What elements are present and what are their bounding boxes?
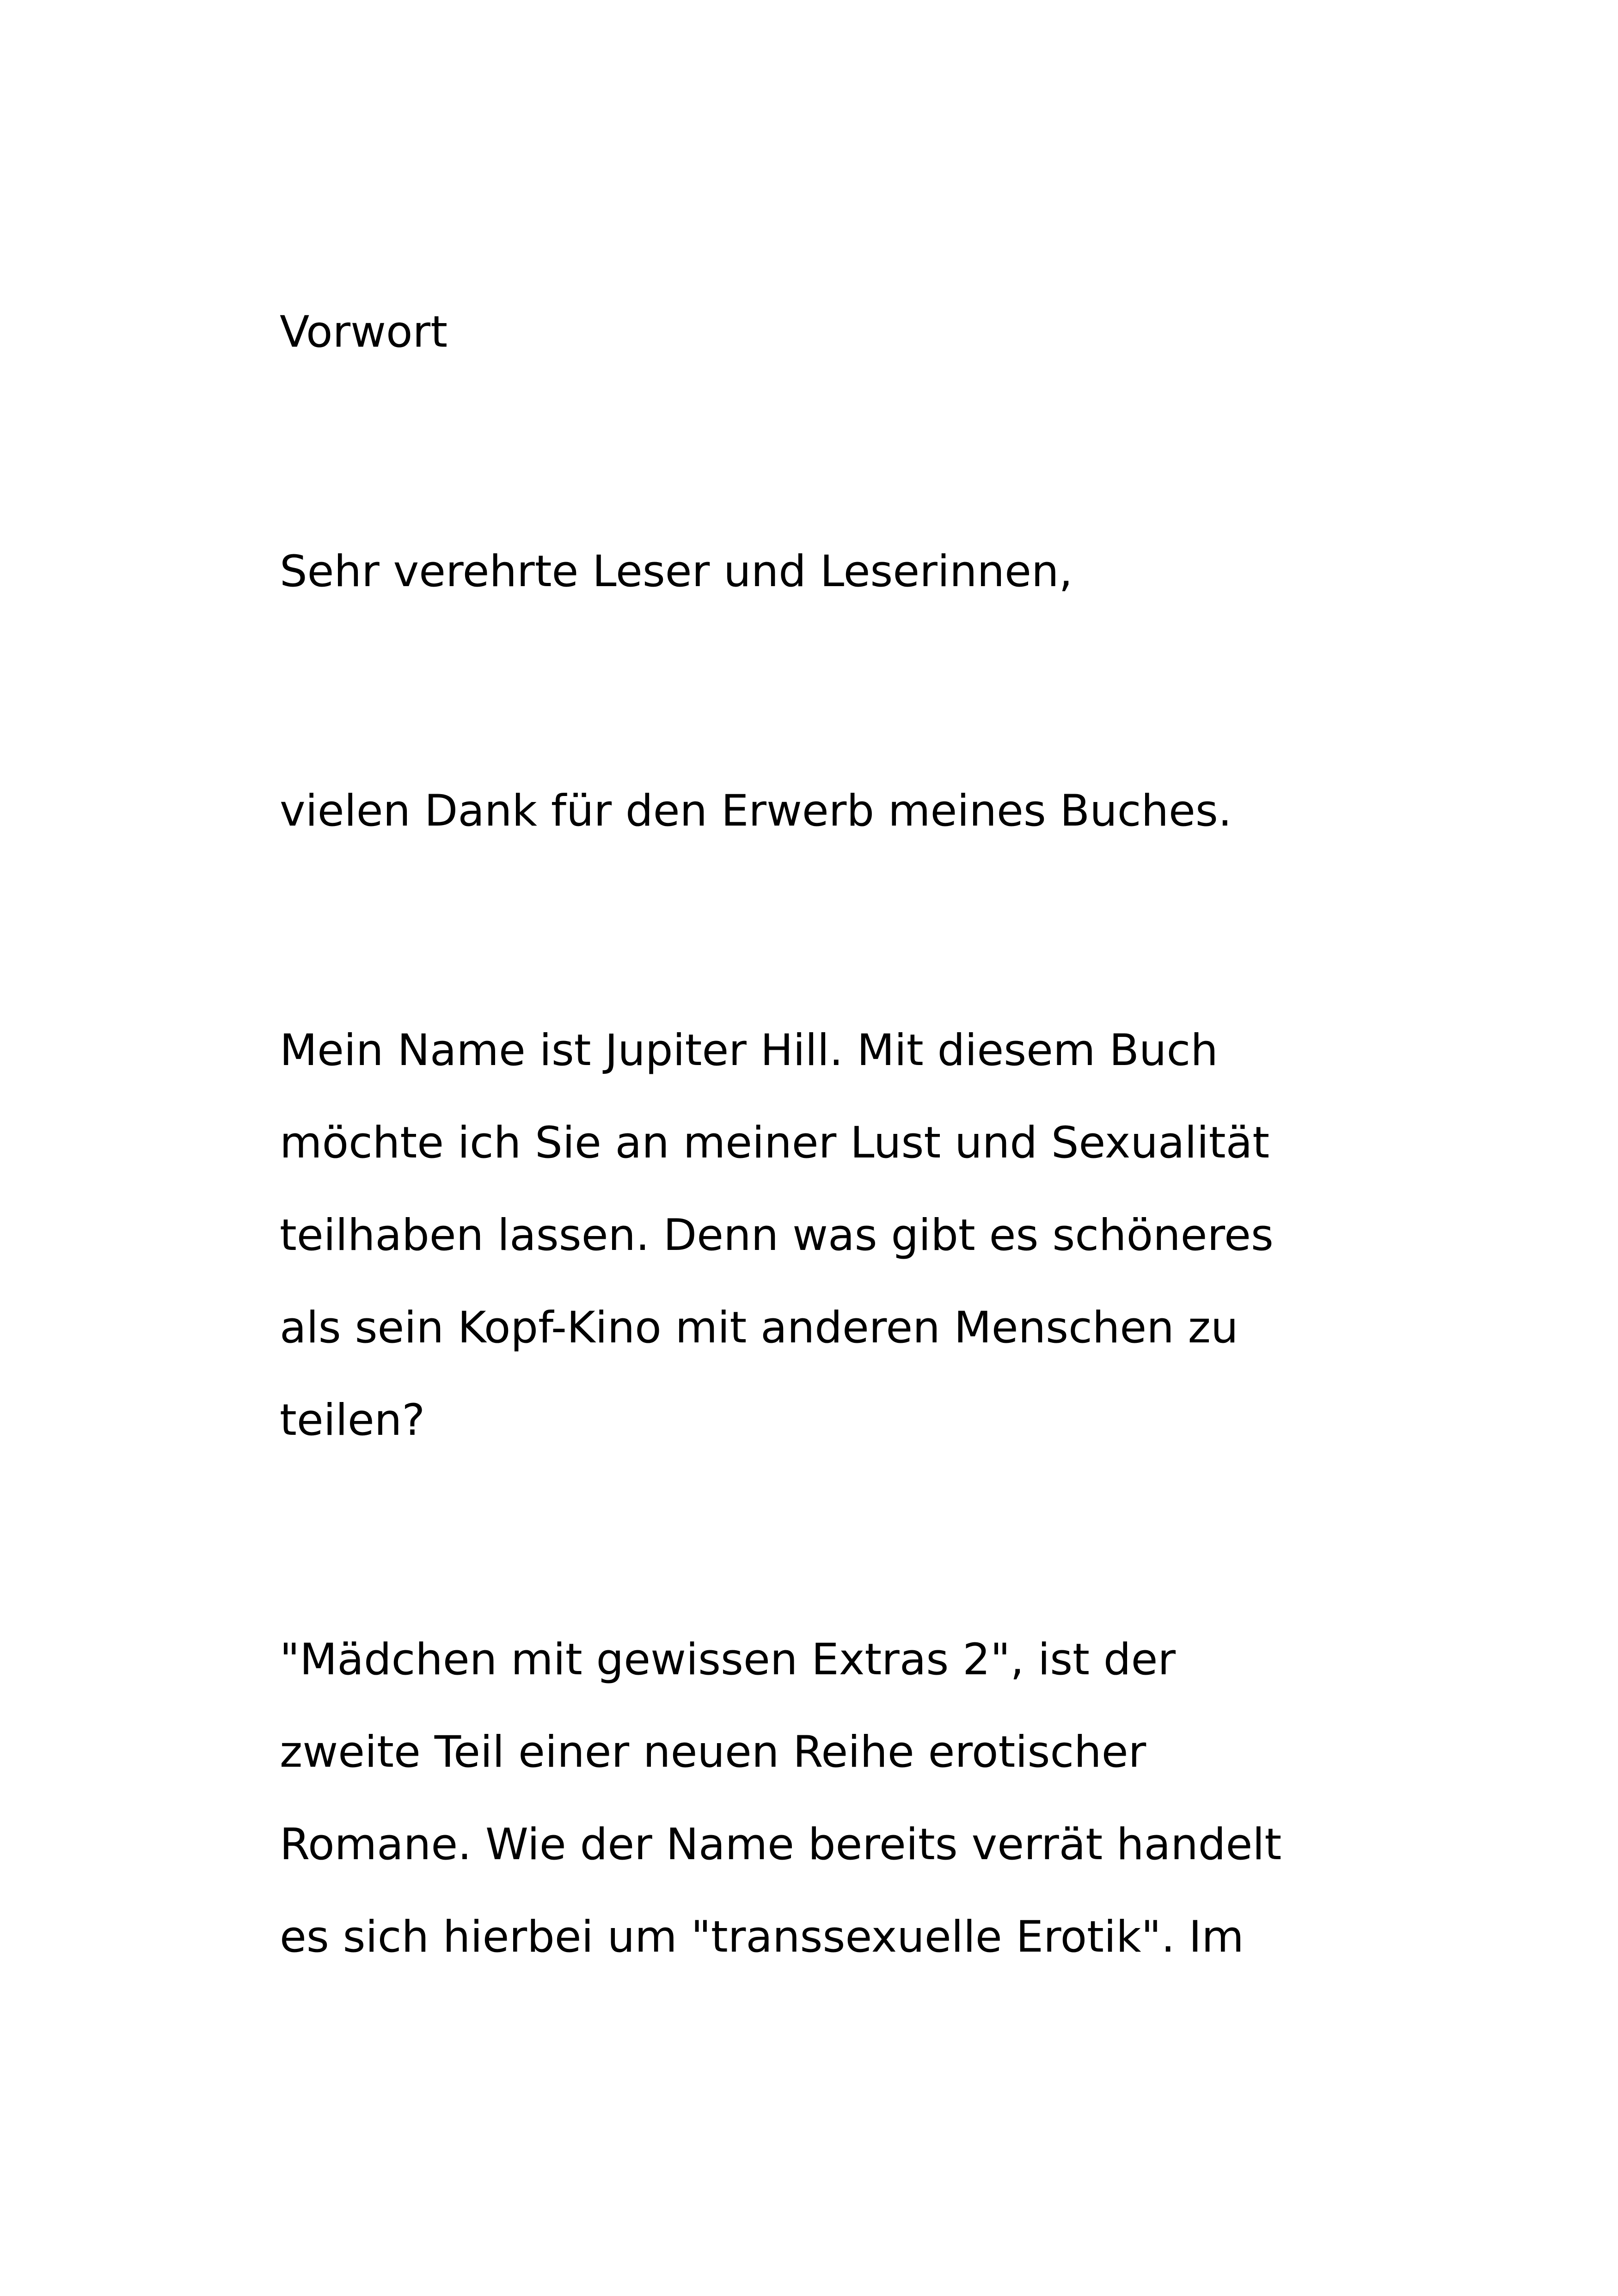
chapter-heading: Vorwort	[280, 307, 448, 357]
intro-paragraph-line: möchte ich Sie an meiner Lust und Sexualität	[280, 1118, 1270, 1168]
series-paragraph-line: Romane. Wie der Name bereits verrät handelt	[280, 1819, 1282, 1870]
series-paragraph-line: "Mädchen mit gewissen Extras 2", ist der	[280, 1635, 1176, 1685]
intro-paragraph-line: teilhaben lassen. Denn was gibt es schöneres	[280, 1210, 1274, 1261]
series-paragraph-line: zweite Teil einer neuen Reihe erotischer	[280, 1727, 1146, 1777]
salutation-line: Sehr verehrte Leser und Leserinnen,	[280, 546, 1073, 597]
intro-paragraph-line: Mein Name ist Jupiter Hill. Mit diesem Buch	[280, 1025, 1218, 1076]
intro-paragraph-line: teilen?	[280, 1395, 425, 1445]
series-paragraph-line: es sich hierbei um "transsexuelle Erotik". Im	[280, 1912, 1244, 1962]
intro-paragraph-line: als sein Kopf-Kino mit anderen Menschen zu	[280, 1303, 1238, 1353]
thanks-line: vielen Dank für den Erwerb meines Buches.	[280, 786, 1232, 836]
